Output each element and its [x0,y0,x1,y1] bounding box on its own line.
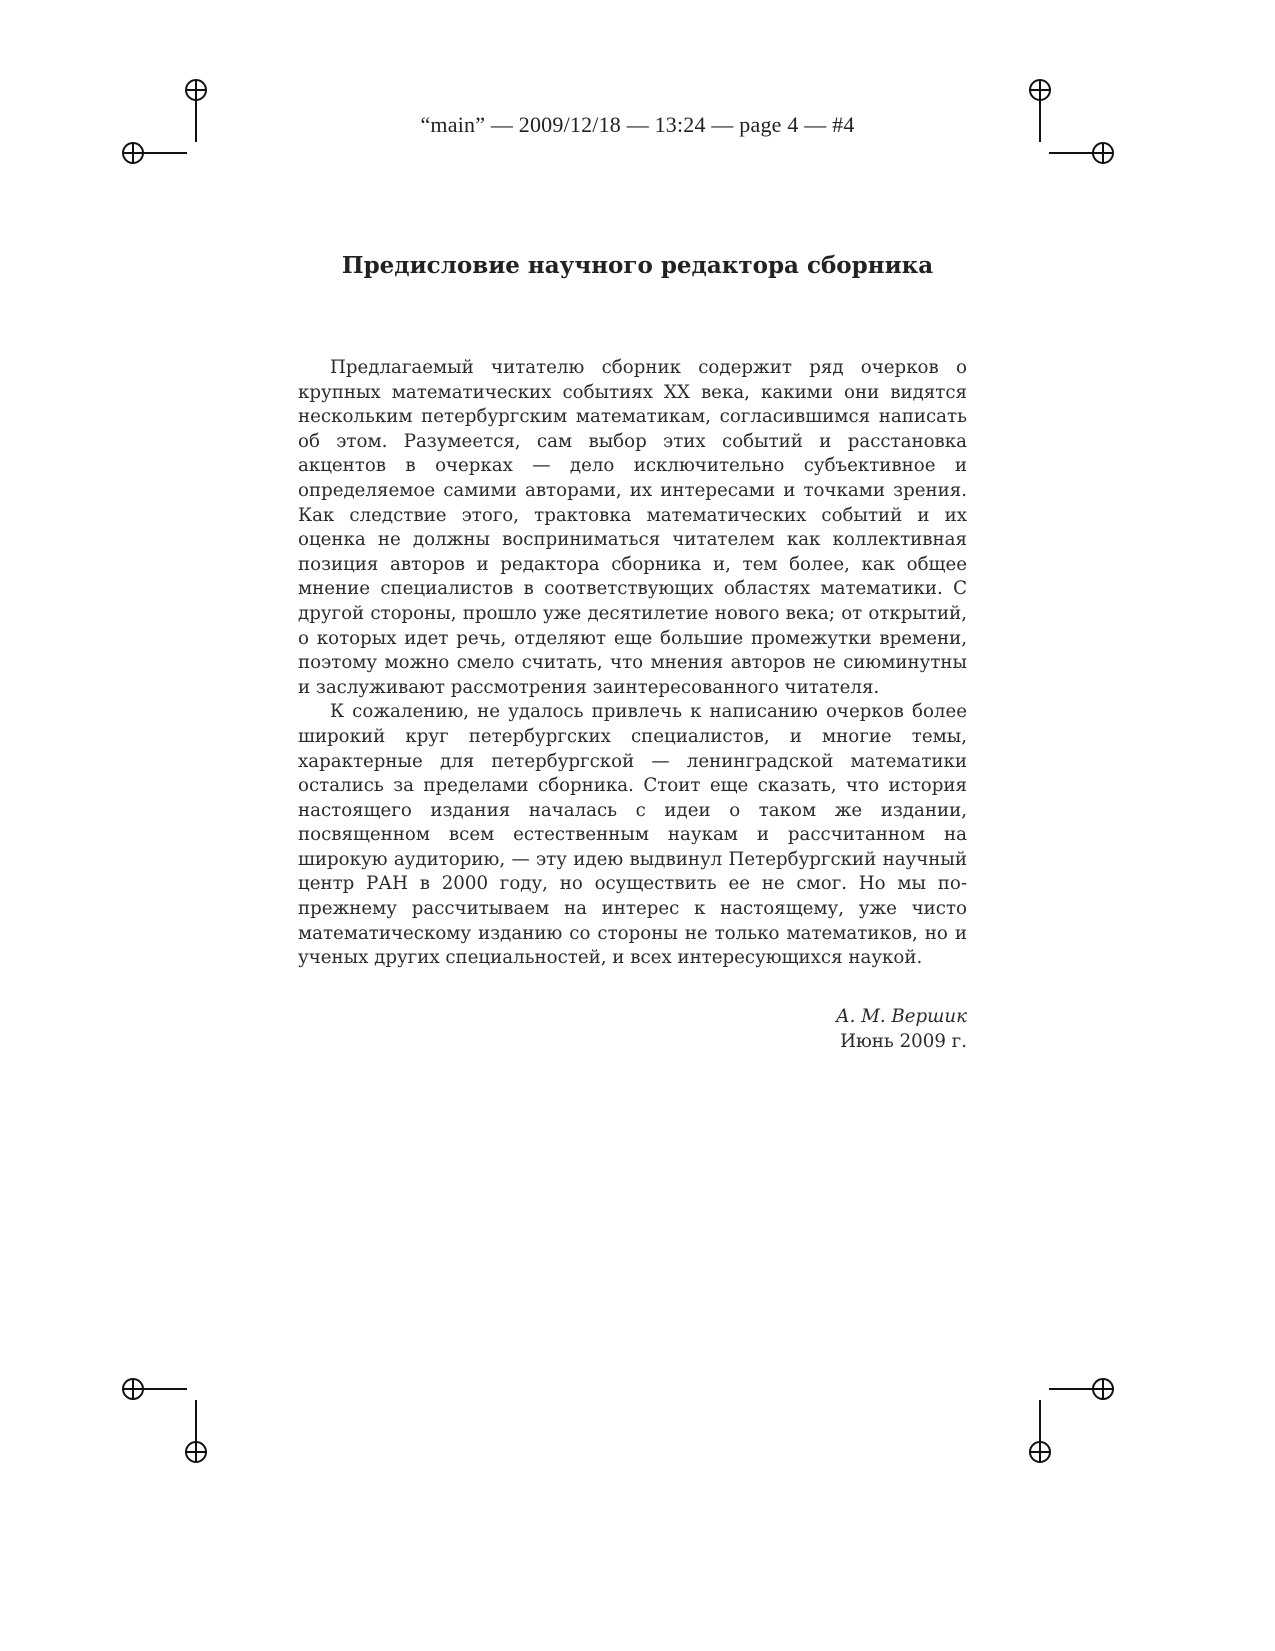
paragraph-1: Предлагаемый читателю сборник содержит ряд очерков о крупных математических событиях XX века, какими они видятся нескольким петербургским математикам, согласившимся написать об этом. Разумеется, сам выбор этих событий и расстановка акцентов в очерках — дело исключительно субъективное и определяемое самими авторами, их интересами и точками зрения. Как следствие этого, трактовка математических событий и их оценка не должны восприниматься читателем как коллективная позиция авторов и редактора сборника и, тем более, как общее мнение специалистов в соответствующих областях математики. С другой стороны, прошло уже десятилетие нового века; от открытий, о которых идет речь, отделяют еще большие промежутки времени, поэтому можно смело считать, что мнения авторов не сиюминутны и заслуживают рассмотрения заинтересованного читателя. [298,357,967,698]
page-title: Предисловие научного редактора сборника [341,252,934,279]
signature-date: Июнь 2009 г. [840,1031,967,1052]
running-head: “main” — 2009/12/18 — 13:24 — page 4 — #4 [420,112,855,137]
crop-mark-bottom-left [123,1379,206,1462]
crop-mark-bottom-right [1030,1379,1113,1462]
preface-body [298,356,967,971]
signature-block [836,1004,967,1054]
signature-author: А. М. Вершик [835,1006,967,1027]
paragraph-2: К сожалению, не удалось привлечь к написанию очерков более широкий круг петербургских специалистов, и многие темы, характерные для петербургской — ленинградской математики остались за пределами сборника. Стоит еще сказать, что история настоящего издания началась с идеи о таком же издании, посвященном всем естественным наукам и рассчитанном на широкую аудиторию, — эту идею выдвинул Петербургский научный центр РАН в 2000 году, но осуществить ее не смог. Но мы по-прежнему рассчитываем на интерес к настоящему, уже чисто математическому изданию со стороны не только математиков, но и ученых других специальностей, и всех интересующихся наукой. [298,701,967,969]
